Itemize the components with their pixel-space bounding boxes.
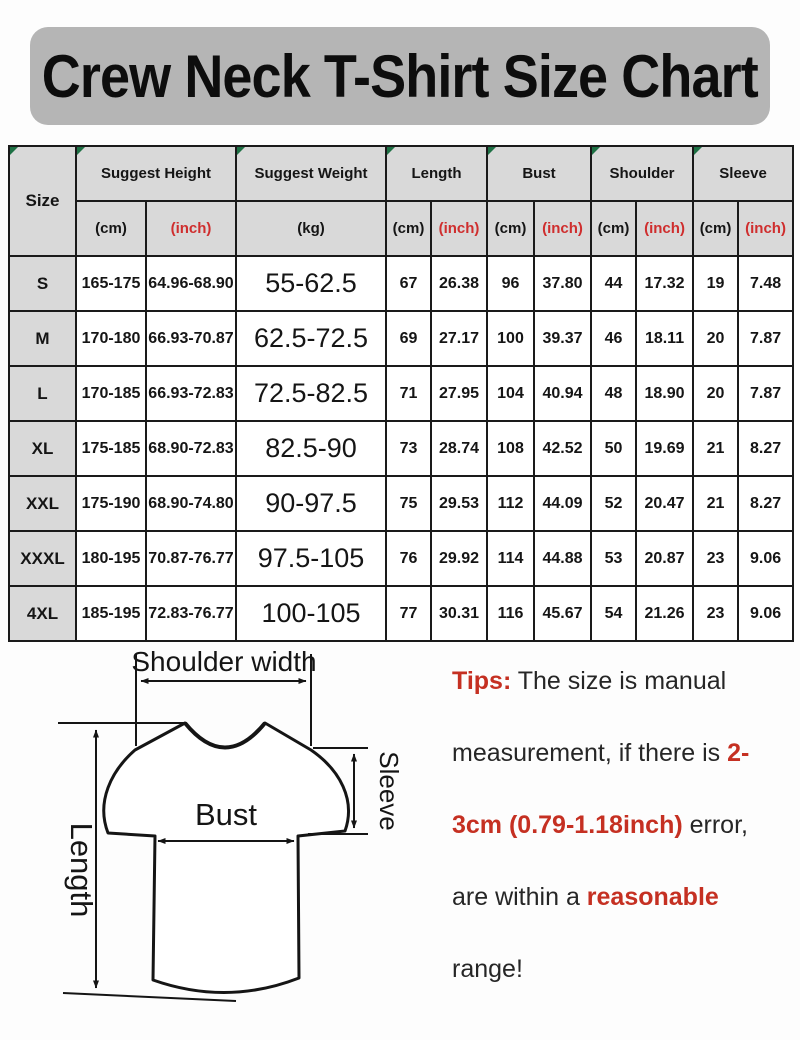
tips-highlight: 3cm (0.79-1.18inch) [452, 811, 683, 839]
value-cell: 39.37 [534, 311, 591, 366]
tips-highlight: Tips: [452, 667, 512, 695]
value-cell: 175-190 [76, 476, 146, 531]
unit-header-inch: (inch) [534, 201, 591, 256]
value-cell: 96 [487, 256, 534, 311]
table-row [9, 531, 793, 586]
tips-segment: are within a [452, 883, 587, 911]
unit-header-cm: (cm) [487, 201, 534, 256]
value-cell: 76 [386, 531, 431, 586]
value-cell: 21.26 [636, 586, 693, 641]
tips-segment: measurement, if there is [452, 739, 728, 767]
bust-label: Bust [194, 797, 258, 832]
value-cell: 108 [487, 421, 534, 476]
length-guide-bottom [63, 993, 236, 1001]
value-cell: 27.95 [431, 366, 487, 421]
col-header-sleeve: Sleeve [693, 146, 793, 201]
value-cell: 72.83-76.77 [146, 586, 236, 641]
value-cell: 45.67 [534, 586, 591, 641]
size-cell: 4XL [9, 586, 76, 641]
value-cell: 100 [487, 311, 534, 366]
tshirt-measurement-diagram [8, 648, 448, 1040]
value-cell: 70.87-76.77 [146, 531, 236, 586]
value-cell: 23 [693, 531, 738, 586]
title-banner [30, 27, 770, 125]
value-cell: 66.93-72.83 [146, 366, 236, 421]
tips-text [452, 645, 797, 1005]
table-row [9, 311, 793, 366]
value-cell: 67 [386, 256, 431, 311]
value-cell: 7.87 [738, 311, 793, 366]
value-cell: 104 [487, 366, 534, 421]
value-cell: 26.38 [431, 256, 487, 311]
value-cell: 40.94 [534, 366, 591, 421]
size-cell: S [9, 256, 76, 311]
col-header-bust: Bust [487, 146, 591, 201]
sleeve-label: Sleeve [374, 751, 404, 831]
tips-line [452, 717, 797, 789]
value-cell: 44.09 [534, 476, 591, 531]
value-cell: 9.06 [738, 531, 793, 586]
unit-header-cm: (cm) [76, 201, 146, 256]
value-cell: 82.5-90 [236, 421, 386, 476]
size-chart-table [8, 145, 794, 642]
unit-header-kg: (kg) [236, 201, 386, 256]
value-cell: 29.92 [431, 531, 487, 586]
value-cell: 27.17 [431, 311, 487, 366]
value-cell: 28.74 [431, 421, 487, 476]
value-cell: 71 [386, 366, 431, 421]
size-cell: XXL [9, 476, 76, 531]
value-cell: 20.47 [636, 476, 693, 531]
tips-segment: range! [452, 955, 523, 983]
value-cell: 17.32 [636, 256, 693, 311]
size-cell: XL [9, 421, 76, 476]
tips-highlight: reasonable [586, 883, 719, 911]
value-cell: 46 [591, 311, 636, 366]
value-cell: 52 [591, 476, 636, 531]
size-cell: XXXL [9, 531, 76, 586]
tips-segment: error, [682, 811, 748, 839]
value-cell: 18.11 [636, 311, 693, 366]
unit-header-cm: (cm) [386, 201, 431, 256]
value-cell: 68.90-74.80 [146, 476, 236, 531]
value-cell: 75 [386, 476, 431, 531]
value-cell: 53 [591, 531, 636, 586]
table-row [9, 256, 793, 311]
value-cell: 175-185 [76, 421, 146, 476]
value-cell: 185-195 [76, 586, 146, 641]
tshirt-outline [104, 723, 349, 993]
value-cell: 30.31 [431, 586, 487, 641]
value-cell: 50 [591, 421, 636, 476]
value-cell: 68.90-72.83 [146, 421, 236, 476]
value-cell: 37.80 [534, 256, 591, 311]
value-cell: 8.27 [738, 421, 793, 476]
value-cell: 23 [693, 586, 738, 641]
shoulder-width-label: Shoulder width [131, 648, 317, 677]
value-cell: 69 [386, 311, 431, 366]
table-header [9, 146, 793, 256]
col-header-length: Length [386, 146, 487, 201]
size-cell: L [9, 366, 76, 421]
unit-header-inch: (inch) [431, 201, 487, 256]
value-cell: 21 [693, 421, 738, 476]
tips-highlight: 2- [727, 739, 750, 767]
unit-header-inch: (inch) [146, 201, 236, 256]
value-cell: 90-97.5 [236, 476, 386, 531]
value-cell: 116 [487, 586, 534, 641]
value-cell: 48 [591, 366, 636, 421]
tips-line [452, 861, 797, 933]
value-cell: 20.87 [636, 531, 693, 586]
value-cell: 112 [487, 476, 534, 531]
value-cell: 66.93-70.87 [146, 311, 236, 366]
value-cell: 8.27 [738, 476, 793, 531]
table-row [9, 586, 793, 641]
value-cell: 7.48 [738, 256, 793, 311]
value-cell: 21 [693, 476, 738, 531]
length-label: Length [64, 822, 99, 918]
value-cell: 19.69 [636, 421, 693, 476]
tips-line [452, 645, 797, 717]
value-cell: 29.53 [431, 476, 487, 531]
table-row [9, 366, 793, 421]
size-table-body [9, 256, 793, 641]
unit-header-inch: (inch) [636, 201, 693, 256]
value-cell: 97.5-105 [236, 531, 386, 586]
size-cell: M [9, 311, 76, 366]
value-cell: 77 [386, 586, 431, 641]
unit-header-inch: (inch) [738, 201, 793, 256]
col-header-shoulder: Shoulder [591, 146, 693, 201]
value-cell: 180-195 [76, 531, 146, 586]
tips-segment: The size is manual [511, 667, 727, 695]
col-header-height: Suggest Height [76, 146, 236, 201]
table-row [9, 421, 793, 476]
value-cell: 100-105 [236, 586, 386, 641]
tips-line [452, 933, 797, 1005]
value-cell: 42.52 [534, 421, 591, 476]
table-row [9, 476, 793, 531]
value-cell: 9.06 [738, 586, 793, 641]
value-cell: 55-62.5 [236, 256, 386, 311]
value-cell: 170-185 [76, 366, 146, 421]
col-header-weight: Suggest Weight [236, 146, 386, 201]
value-cell: 7.87 [738, 366, 793, 421]
value-cell: 72.5-82.5 [236, 366, 386, 421]
value-cell: 170-180 [76, 311, 146, 366]
value-cell: 19 [693, 256, 738, 311]
value-cell: 44 [591, 256, 636, 311]
value-cell: 54 [591, 586, 636, 641]
value-cell: 114 [487, 531, 534, 586]
value-cell: 73 [386, 421, 431, 476]
value-cell: 18.90 [636, 366, 693, 421]
value-cell: 44.88 [534, 531, 591, 586]
col-header-size: Size [9, 146, 76, 256]
unit-header-cm: (cm) [693, 201, 738, 256]
value-cell: 64.96-68.90 [146, 256, 236, 311]
value-cell: 20 [693, 366, 738, 421]
unit-header-cm: (cm) [591, 201, 636, 256]
value-cell: 20 [693, 311, 738, 366]
tips-line [452, 789, 797, 861]
page-title: Crew Neck T-Shirt Size Chart [41, 42, 759, 110]
value-cell: 165-175 [76, 256, 146, 311]
value-cell: 62.5-72.5 [236, 311, 386, 366]
